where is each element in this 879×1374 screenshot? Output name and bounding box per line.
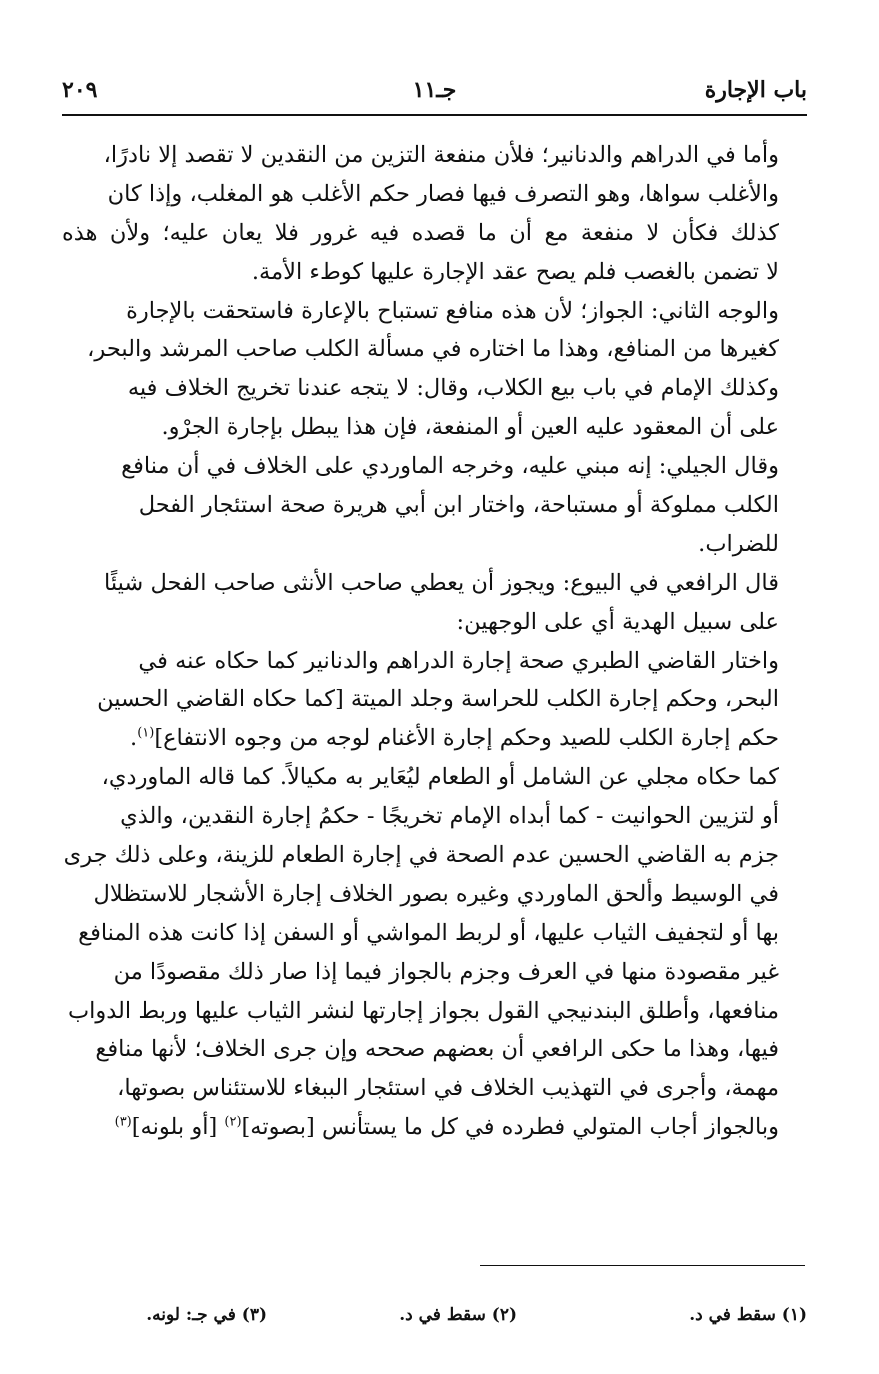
text-line: والوجه الثاني: الجواز؛ لأن هذه منافع تستباح بالإعارة فاستحقت بالإجارة: [126, 297, 779, 324]
text-line: في الوسيط وألحق الماوردي وغيره بصور الخلاف إجارة الأشجار للاستظلال: [93, 880, 779, 907]
text-line: وقال الجيلي: إنه مبني عليه، وخرجه الماوردي على الخلاف في أن منافع: [121, 453, 779, 480]
paragraph-2: [62, 292, 807, 448]
paragraph-6: [62, 758, 807, 1147]
page-number: ٢٠٩: [62, 77, 98, 103]
footnote-ref-1: (١): [137, 725, 155, 741]
footnote-ref-3: (٣): [114, 1114, 132, 1130]
footnote-1: (١) سقط في د.: [689, 1305, 807, 1325]
paragraph-3: [62, 447, 807, 564]
text-line: على أن المعقود عليه العين أو المنفعة، فإن هذا يبطل بإجارة الجرْو.: [161, 414, 779, 441]
footnotes: [130, 1300, 807, 1330]
text-line: واختار القاضي الطبري صحة إجارة الدراهم والدنانير كما حكاه عنه في: [138, 647, 779, 674]
text-line: فيها، وهذا ما حكى الرافعي أن بعضهم صححه وإن جرى الخلاف؛ لأنها منافع: [95, 1036, 779, 1063]
paragraph-4: [62, 564, 807, 642]
text-line-content: حكم إجارة الكلب للصيد وحكم إجارة الأغنام لوجه من وجوه الانتفاع]: [154, 725, 779, 752]
text-line: كما حكاه مجلي عن الشامل أو الطعام ليُعَاير به مكيالاً. كما قاله الماوردي،: [101, 764, 779, 791]
text-line: بها أو لتجفيف الثياب عليها، أو لربط المواشي أو السفن إذا كانت هذه المنافع: [78, 919, 779, 946]
text-line-content: وبالجواز أجاب المتولي فطرده في كل ما يستأنس [بصوته]: [241, 1114, 779, 1141]
footnote-separator: [480, 1265, 805, 1266]
text-line-content: [أو بلونه]: [131, 1114, 225, 1141]
text-line: منافعها، وأطلق البندنيجي القول بجواز إجارتها لنشر الثياب عليها وربط الدواب: [67, 997, 779, 1024]
text-line: كغيرها من المنافع، وهذا ما اختاره في مسألة الكلب صاحب المرشد والبحر،: [87, 336, 779, 363]
text-line: [62, 719, 807, 758]
text-line: والأغلب سواها، وهو التصرف فيها فصار حكم الأغلب هو المغلب، وإذا كان: [107, 180, 779, 207]
text-line: للضراب.: [698, 530, 779, 557]
text-line: [62, 1108, 807, 1147]
text-line: لا تضمن بالغصب فلم يصح عقد الإجارة عليها كوطء الأمة.: [251, 258, 779, 285]
chapter-title: باب الإجارة: [704, 77, 807, 103]
main-text: [62, 136, 807, 1147]
line-end-period: .: [130, 725, 138, 752]
text-line: البحر، وحكم إجارة الكلب للحراسة وجلد الميتة [كما حكاه القاضي الحسين: [97, 686, 779, 713]
footnote-3: (٣) في جـ: لونه.: [146, 1305, 267, 1325]
text-line: كذلك فكأن لا منفعة مع أن ما قصده فيه غرور فلا يعان عليه؛ ولأن هذه: [62, 219, 779, 246]
text-line: وكذلك الإمام في باب بيع الكلاب، وقال: لا يتجه عندنا تخريج الخلاف فيه: [127, 375, 779, 402]
paragraph-5: [62, 642, 807, 759]
text-line: أو لتزيين الحوانيت - كما أبداه الإمام تخريجًا - حكمُ إجارة النقدين، والذي: [120, 803, 779, 830]
running-header: [62, 74, 807, 116]
text-line: مهمة، وأجرى في التهذيب الخلاف في استئجار الببغاء للاستئناس بصوتها،: [117, 1075, 779, 1102]
paragraph-1: [62, 136, 807, 292]
text-line: وأما في الدراهم والدنانير؛ فلأن منفعة التزين من النقدين لا تقصد إلا نادرًا،: [103, 142, 779, 168]
text-line: قال الرافعي في البيوع: ويجوز أن يعطي صاحب الأنثى صاحب الفحل شيئًا: [104, 569, 779, 596]
text-line: غير مقصودة منها في العرف وجزم بالجواز فيما إذا صار ذلك مقصودًا من: [113, 958, 779, 985]
text-line: على سبيل الهدية أي على الوجهين:: [456, 608, 779, 635]
volume-label: جـ١١: [412, 77, 457, 103]
text-line: جزم به القاضي الحسين عدم الصحة في إجارة الطعام للزينة، وعلى ذلك جرى: [63, 842, 779, 869]
text-line: الكلب مملوكة أو مستباحة، واختار ابن أبي هريرة صحة استئجار الفحل: [138, 492, 779, 519]
footnote-ref-2: (٢): [224, 1114, 242, 1130]
footnote-2: (٢) سقط في د.: [399, 1305, 517, 1325]
